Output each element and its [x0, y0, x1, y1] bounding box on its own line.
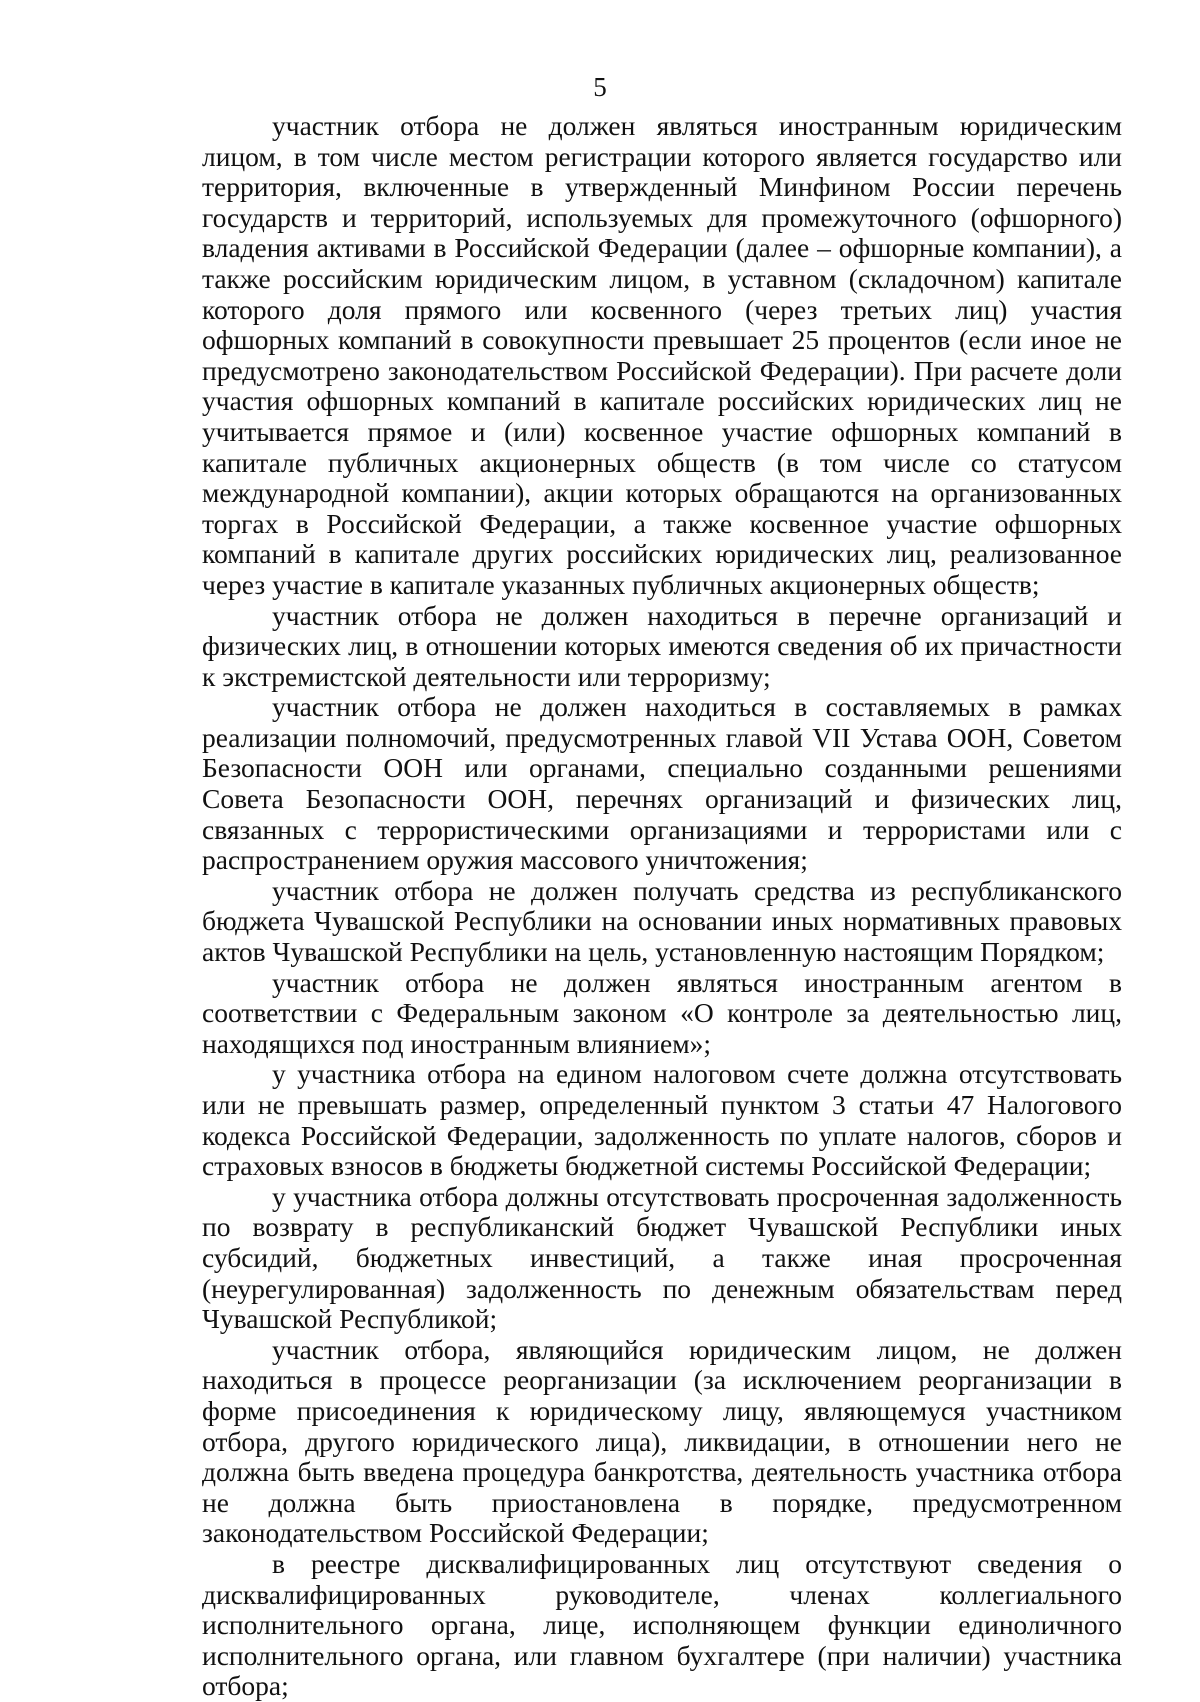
paragraph-tax-debt: у участника отбора на едином налоговом счете должна отсутствовать или не превышать размер, определенный пунктом 3 статьи 47 Налогового кодекса Российской Федерации, задолженность по уплате налогов, сборов и страховых взносов в бюджеты бюджетной системы Российской Федерации; [202, 1058, 1122, 1182]
document-body [202, 111, 1122, 1702]
paragraph-disqualified-persons: в реестре дисквалифицированных лиц отсутствуют сведения о дисквалифицированных руководителе, членах коллегиального исполнительного органа, лице, исполняющем функции единоличного исполнительного органа, или главном бухгалтере (при наличии) участника отбора; [202, 1547, 1122, 1702]
paragraph-overdue-debt: у участника отбора должны отсутствовать просроченная задолженность по возврату в республиканский бюджет Чувашской Республики иных субсидий, бюджетных инвестиций, а также иная просроченная (неурегулированная) задолженность по денежным обязательствам перед Чувашской Республикой; [202, 1180, 1122, 1335]
paragraph-offshore-companies: участник отбора не должен являться иностранным юридическим лицом, в том числе местом регистрации которого является государство или территория, включенные в утвержденный Минфином России перечень государств и территорий, используемых для промежуточного (офшорного) владения активами в Российской Федерации (далее – офшорные компании), а также российским юридическим лицом, в уставном (складочном) капитале которого доля прямого или косвенного (через третьих лиц) участия офшорных компаний в совокупности превышает 25 процентов (если иное не предусмотрено законодательством Российской Федерации). При расчете доли участия офшорных компаний в капитале российских юридических лиц не учитывается прямое и (или) косвенное участие офшорных компаний в капитале публичных акционерных обществ (в том числе со статусом международной компании), акции которых обращаются на организованных торгах в Российской Федерации, а также косвенное участие офшорных компаний в капитале других российских юридических лиц, реализованное через участие в капитале указанных публичных акционерных обществ; [202, 110, 1122, 600]
paragraph-extremism-list: участник отбора не должен находиться в перечне организаций и физических лиц, в отношении которых имеются сведения об их причастности к экстремистской деятельности или терроризму; [202, 599, 1122, 692]
paragraph-reorganization: участник отбора, являющийся юридическим лицом, не должен находиться в процессе реорганизации (за исключением реорганизации в форме присоединения к юридическому лицу, являющемуся участником отбора, другого юридического лица), ликвидации, в отношении него не должна быть введена процедура банкротства, деятельность участника отбора не должна быть приостановлена в порядке, предусмотренном законодательством Российской Федерации; [202, 1333, 1122, 1549]
paragraph-un-sanctions-list: участник отбора не должен находиться в составляемых в рамках реализации полномочий, предусмотренных главой VII Устава ООН, Советом Безопасности ООН или органами, специально созданными решениями Совета Безопасности ООН, перечнях организаций и физических лиц, связанных с террористическими организациями и террористами или с распространением оружия массового уничтожения; [202, 691, 1122, 876]
paragraph-foreign-agent: участник отбора не должен являться иностранным агентом в соответствии с Федеральным законом «О контроле за деятельностью лиц, находящихся под иностранным влиянием»; [202, 966, 1122, 1059]
paragraph-budget-funds: участник отбора не должен получать средства из республиканского бюджета Чувашской Республики на основании иных нормативных правовых актов Чувашской Республики на цель, установленную настоящим Порядком; [202, 874, 1122, 968]
page-number: 5 [593, 72, 607, 102]
